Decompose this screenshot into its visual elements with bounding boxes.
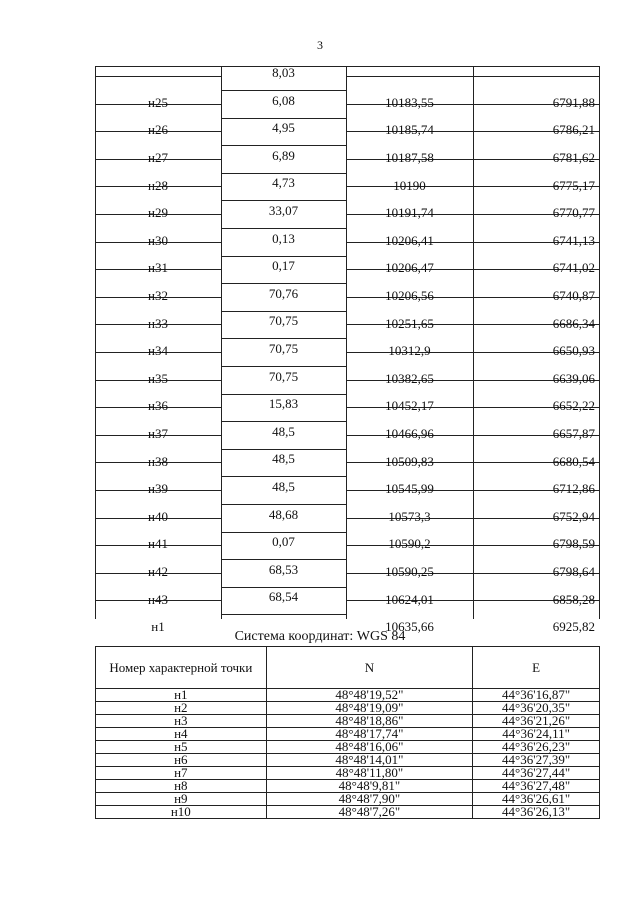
wgs-n-cell: 48°48'18,86" [266, 715, 473, 728]
segment-length-cell: 0,07 [272, 534, 295, 550]
table-hline [221, 476, 346, 477]
wgs-header-e: E [473, 647, 600, 689]
wgs-row [96, 806, 600, 819]
segment-length-cell: 70,75 [268, 341, 299, 356]
x-coordinate-cell: 10509,83 [385, 453, 434, 469]
x-coordinate-cell: 10185,74 [385, 122, 434, 138]
x-coordinate-cell: 10312,9 [388, 343, 431, 359]
y-coordinate-cell: 6652,22 [552, 398, 595, 414]
x-coordinate-cell: 10452,17 [385, 398, 434, 414]
segment-length-cell: 33,07 [268, 203, 299, 218]
segment-length-cell: 48,5 [272, 451, 295, 467]
table-hline [221, 394, 346, 395]
table-hline [221, 366, 346, 367]
table-vline [599, 66, 600, 619]
point-name-cell: н26 [148, 122, 168, 138]
wgs84-table [95, 646, 600, 819]
point-name-cell: н41 [148, 536, 168, 552]
x-coordinate-cell: 10187,58 [385, 150, 434, 165]
segment-length-cell: 8,03 [272, 65, 295, 80]
segment-length-cell: 0,17 [272, 258, 295, 274]
point-name-cell: н35 [148, 370, 168, 386]
x-coordinate-cell: 10190 [393, 177, 426, 193]
point-name-cell: н42 [148, 564, 168, 579]
wgs-e-cell: 44°36'26,61" [473, 793, 600, 806]
point-name-cell: н27 [148, 150, 168, 165]
wgs-n-cell: 48°48'19,09" [266, 702, 473, 715]
y-coordinate-cell: 6781,62 [552, 150, 595, 165]
wgs-header-point: Номер характерной точки [96, 647, 267, 689]
wgs-n-cell: 48°48'9,81" [266, 780, 473, 793]
segment-length-cell: 0,13 [272, 230, 295, 246]
x-coordinate-cell: 10590,2 [388, 536, 431, 552]
point-name-cell: н30 [148, 232, 168, 248]
y-coordinate-cell: 6770,77 [552, 205, 595, 221]
x-coordinate-cell: 10191,74 [385, 205, 434, 221]
y-coordinate-cell: 6798,59 [552, 536, 595, 552]
segment-length-cell: 4,73 [272, 175, 295, 191]
y-coordinate-cell: 6712,86 [552, 481, 595, 497]
x-coordinate-cell: 10251,65 [385, 315, 434, 331]
table-hline [221, 256, 346, 257]
table-hline [221, 587, 346, 588]
y-coordinate-cell: 6740,87 [552, 288, 595, 303]
y-coordinate-cell: 6741,13 [552, 232, 595, 248]
point-name-cell: н40 [148, 508, 168, 524]
wgs-header-n: N [266, 647, 473, 689]
table-hline [221, 614, 346, 615]
wgs-point-cell: н6 [96, 754, 267, 767]
segment-length-cell: 6,08 [272, 92, 295, 108]
point-name-cell: н37 [148, 426, 168, 441]
page-number: 3 [317, 38, 323, 52]
table-hline [221, 200, 346, 201]
point-name-cell: н29 [148, 205, 168, 221]
table-hline [221, 311, 346, 312]
segment-length-cell: 6,89 [272, 147, 295, 163]
y-coordinate-cell: 6791,88 [552, 94, 595, 110]
wgs-n-cell: 48°48'7,90" [266, 793, 473, 806]
wgs-point-cell: н4 [96, 728, 267, 741]
wgs-body [96, 689, 600, 819]
point-name-cell: н25 [148, 94, 168, 110]
wgs-point-cell: н5 [96, 741, 267, 754]
segment-length-cell: 70,76 [268, 285, 299, 301]
wgs-point-cell: н2 [96, 702, 267, 715]
y-coordinate-cell: 6741,02 [552, 260, 595, 276]
table-hline [221, 173, 346, 174]
segment-length-cell: 4,95 [272, 120, 295, 136]
wgs-n-cell: 48°48'14,01" [266, 754, 473, 767]
table-top-border [95, 66, 600, 67]
segment-length-cell: 68,54 [268, 589, 299, 605]
wgs-point-cell: н3 [96, 715, 267, 728]
segment-length-cell: 48,5 [272, 479, 295, 494]
point-name-cell: н43 [148, 591, 168, 607]
y-coordinate-cell: 6925,82 [552, 619, 595, 635]
wgs-e-cell: 44°36'20,35" [473, 702, 600, 715]
x-coordinate-cell: 10183,55 [385, 94, 434, 110]
point-name-cell: н36 [148, 398, 168, 414]
wgs-point-cell: н8 [96, 780, 267, 793]
wgs-e-cell: 44°36'16,87" [473, 689, 600, 702]
wgs-point-cell: н1 [96, 689, 267, 702]
wgs-point-cell: н9 [96, 793, 267, 806]
segment-length-cell: 68,53 [268, 561, 299, 577]
wgs-point-cell: н10 [96, 806, 267, 819]
table-hline [221, 559, 346, 560]
table-hline [221, 283, 346, 284]
wgs-e-cell: 44°36'27,44" [473, 767, 600, 780]
table-hline [221, 532, 346, 533]
coordinate-table [95, 65, 600, 635]
table-vline [346, 66, 347, 619]
y-coordinate-cell: 6686,34 [552, 315, 595, 331]
x-coordinate-cell: 10545,99 [385, 481, 434, 497]
table-hline [221, 228, 346, 229]
point-name-cell: н39 [148, 481, 168, 497]
wgs-header-row [96, 647, 600, 689]
x-coordinate-cell: 10206,47 [385, 260, 434, 276]
wgs-e-cell: 44°36'26,13" [473, 806, 600, 819]
segment-length-cell: 48,5 [272, 423, 295, 439]
point-name-cell: н31 [148, 260, 168, 276]
y-coordinate-cell: 6786,21 [552, 122, 595, 138]
x-coordinate-cell: 10624,01 [385, 591, 434, 607]
table-hline [221, 504, 346, 505]
x-coordinate-cell: 10206,56 [385, 288, 434, 303]
wgs-point-cell: н7 [96, 767, 267, 780]
wgs-n-cell: 48°48'17,74" [266, 728, 473, 741]
x-coordinate-cell: 10466,96 [385, 426, 434, 441]
wgs-n-cell: 48°48'19,52" [266, 689, 473, 702]
table-hline [95, 76, 221, 77]
point-name-cell: н33 [148, 315, 168, 331]
segment-length-cell: 15,83 [268, 396, 299, 412]
table-vline [95, 66, 96, 619]
wgs-n-cell: 48°48'11,80" [266, 767, 473, 780]
point-name-cell: н34 [148, 343, 168, 359]
wgs-e-cell: 44°36'21,26" [473, 715, 600, 728]
x-coordinate-cell: 10573,3 [388, 508, 431, 524]
y-coordinate-cell: 6639,06 [552, 370, 595, 386]
x-coordinate-cell: 10206,41 [385, 232, 434, 248]
table-hline [221, 118, 346, 119]
table-hline [221, 421, 346, 422]
y-coordinate-cell: 6752,94 [552, 508, 595, 524]
y-coordinate-cell: 6775,17 [552, 177, 595, 193]
wgs-e-cell: 44°36'24,11" [473, 728, 600, 741]
wgs-table-title: Система координат: WGS 84 [234, 629, 406, 644]
wgs-e-cell: 44°36'26,23" [473, 741, 600, 754]
wgs-e-cell: 44°36'27,39" [473, 754, 600, 767]
table-vline [473, 66, 474, 619]
x-coordinate-cell: 10590,25 [385, 564, 434, 579]
y-coordinate-cell: 6650,93 [552, 343, 595, 359]
point-name-cell: н32 [148, 288, 168, 303]
y-coordinate-cell: 6858,28 [552, 591, 595, 607]
point-name-cell: н28 [148, 177, 168, 193]
point-name-cell: н38 [148, 453, 168, 469]
y-coordinate-cell: 6680,54 [552, 453, 595, 469]
table-hline [346, 76, 600, 77]
table-hline [221, 338, 346, 339]
x-coordinate-cell: 10635,66 [385, 619, 434, 635]
wgs-n-cell: 48°48'16,06" [266, 741, 473, 754]
x-coordinate-cell: 10382,65 [385, 370, 434, 386]
table-hline [221, 145, 346, 146]
point-name-cell: н1 [151, 619, 165, 635]
segment-length-cell: 70,75 [268, 368, 299, 384]
y-coordinate-cell: 6657,87 [552, 426, 595, 441]
segment-length-cell: 48,68 [268, 506, 299, 522]
table-hline [221, 449, 346, 450]
segment-length-cell: 70,75 [268, 313, 299, 329]
wgs-n-cell: 48°48'7,26" [266, 806, 473, 819]
y-coordinate-cell: 6798,64 [552, 564, 595, 579]
table-hline [221, 90, 346, 91]
wgs-e-cell: 44°36'27,48" [473, 780, 600, 793]
